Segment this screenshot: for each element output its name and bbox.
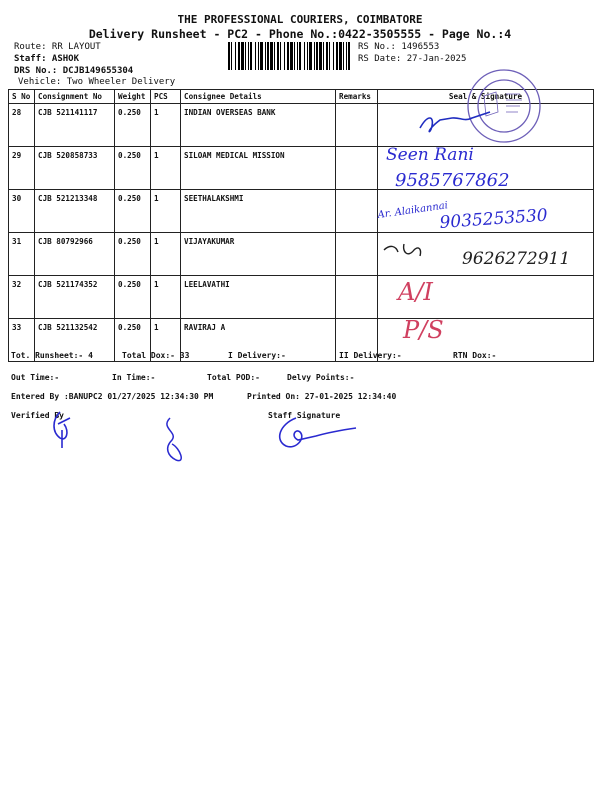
verified-by-label: Verified By xyxy=(11,411,64,420)
consignment-cell: CJB 520858733 xyxy=(35,147,115,190)
total-dox: Total Dox:- 33 xyxy=(122,351,190,360)
consignee-cell: SILOAM MEDICAL MISSION xyxy=(181,147,336,190)
entered-by: Entered By :BANUPC2 01/27/2025 12:34:30 PM xyxy=(11,392,214,401)
ii-delivery: II Delivery:- xyxy=(339,351,402,360)
weight-cell: 0.250 xyxy=(115,276,151,319)
consignee-cell: RAVIRAJ A xyxy=(181,319,336,362)
row31-phone: 9626272911 xyxy=(462,249,571,269)
col-consignee: Consignee Details xyxy=(181,90,336,104)
col-remarks: Remarks xyxy=(336,90,378,104)
in-time: In Time:- xyxy=(112,373,156,382)
col-seal-signature: Seal & Signature xyxy=(378,90,594,104)
row30-phone: 9035253530 xyxy=(438,205,549,233)
staff-signature-mark xyxy=(280,418,356,447)
weight-cell: 0.250 xyxy=(115,233,151,276)
route-label: Route: RR LAYOUT xyxy=(14,42,101,52)
verified-signature-2 xyxy=(167,418,181,461)
pcs-cell: 1 xyxy=(151,147,181,190)
pcs-cell: 1 xyxy=(151,190,181,233)
row33-mark: P/S xyxy=(403,316,444,344)
weight-cell: 0.250 xyxy=(115,319,151,362)
pcs-cell: 1 xyxy=(151,233,181,276)
consignment-cell: CJB 521174352 xyxy=(35,276,115,319)
seal-stamp xyxy=(468,70,540,142)
sno-cell: 29 xyxy=(9,147,35,190)
total-pod: Total POD:- xyxy=(207,373,260,382)
sno-cell: 33 xyxy=(9,319,35,362)
weight-cell: 0.250 xyxy=(115,190,151,233)
vehicle-label: Vehicle: Two Wheeler Delivery xyxy=(18,77,176,87)
company-title: THE PROFESSIONAL COURIERS, COIMBATORE xyxy=(177,13,423,26)
col-sno: S No xyxy=(9,90,35,104)
staff-signature-label: Staff Signature xyxy=(268,411,341,420)
row28-signature xyxy=(420,112,490,132)
consignment-cell: CJB 521132542 xyxy=(35,319,115,362)
row31-signature xyxy=(384,244,421,256)
weight-cell: 0.250 xyxy=(115,104,151,147)
consignee-cell: LEELAVATHI xyxy=(181,276,336,319)
row29-name: Seen Rani xyxy=(386,145,474,165)
weight-cell: 0.250 xyxy=(115,147,151,190)
col-pcs: PCS xyxy=(151,90,181,104)
staff-label: Staff: ASHOK xyxy=(14,54,80,64)
consignment-cell: CJB 521141117 xyxy=(35,104,115,147)
pcs-cell: 1 xyxy=(151,319,181,362)
row32-mark: A/I xyxy=(398,278,433,306)
drs-number: DRS No.: DCJB149655304 xyxy=(14,66,134,76)
pcs-cell: 1 xyxy=(151,104,181,147)
pcs-cell: 1 xyxy=(151,276,181,319)
consignee-cell: VIJAYAKUMAR xyxy=(181,233,336,276)
i-delivery: I Delivery:- xyxy=(228,351,286,360)
out-time: Out Time:- xyxy=(11,373,60,382)
row29-phone: 9585767862 xyxy=(395,170,510,191)
sno-cell: 31 xyxy=(9,233,35,276)
col-weight: Weight xyxy=(115,90,151,104)
printed-on: Printed On: 27-01-2025 12:34:40 xyxy=(247,392,397,401)
verified-signature xyxy=(54,412,70,448)
consignee-cell: INDIAN OVERSEAS BANK xyxy=(181,104,336,147)
rs-number: RS No.: 1496553 xyxy=(358,42,440,52)
rs-date: RS Date: 27-Jan-2025 xyxy=(358,54,467,64)
delvy-points: Delvy Points:- xyxy=(287,373,355,382)
row30-name: Ar. Alaikannai xyxy=(376,200,449,221)
sno-cell: 28 xyxy=(9,104,35,147)
col-consignment: Consignment No xyxy=(35,90,115,104)
sno-cell: 32 xyxy=(9,276,35,319)
sno-cell: 30 xyxy=(9,190,35,233)
consignment-cell: CJB 521213348 xyxy=(35,190,115,233)
rtn-dox: RTN Dox:- xyxy=(453,351,497,360)
runsheet-subtitle: Delivery Runsheet - PC2 - Phone No.:0422-3505555 - Page No.:4 xyxy=(88,27,512,41)
tot-runsheet: Tot. Runsheet:- 4 xyxy=(11,351,93,360)
consignee-cell: SEETHALAKSHMI xyxy=(181,190,336,233)
consignment-cell: CJB 80792966 xyxy=(35,233,115,276)
